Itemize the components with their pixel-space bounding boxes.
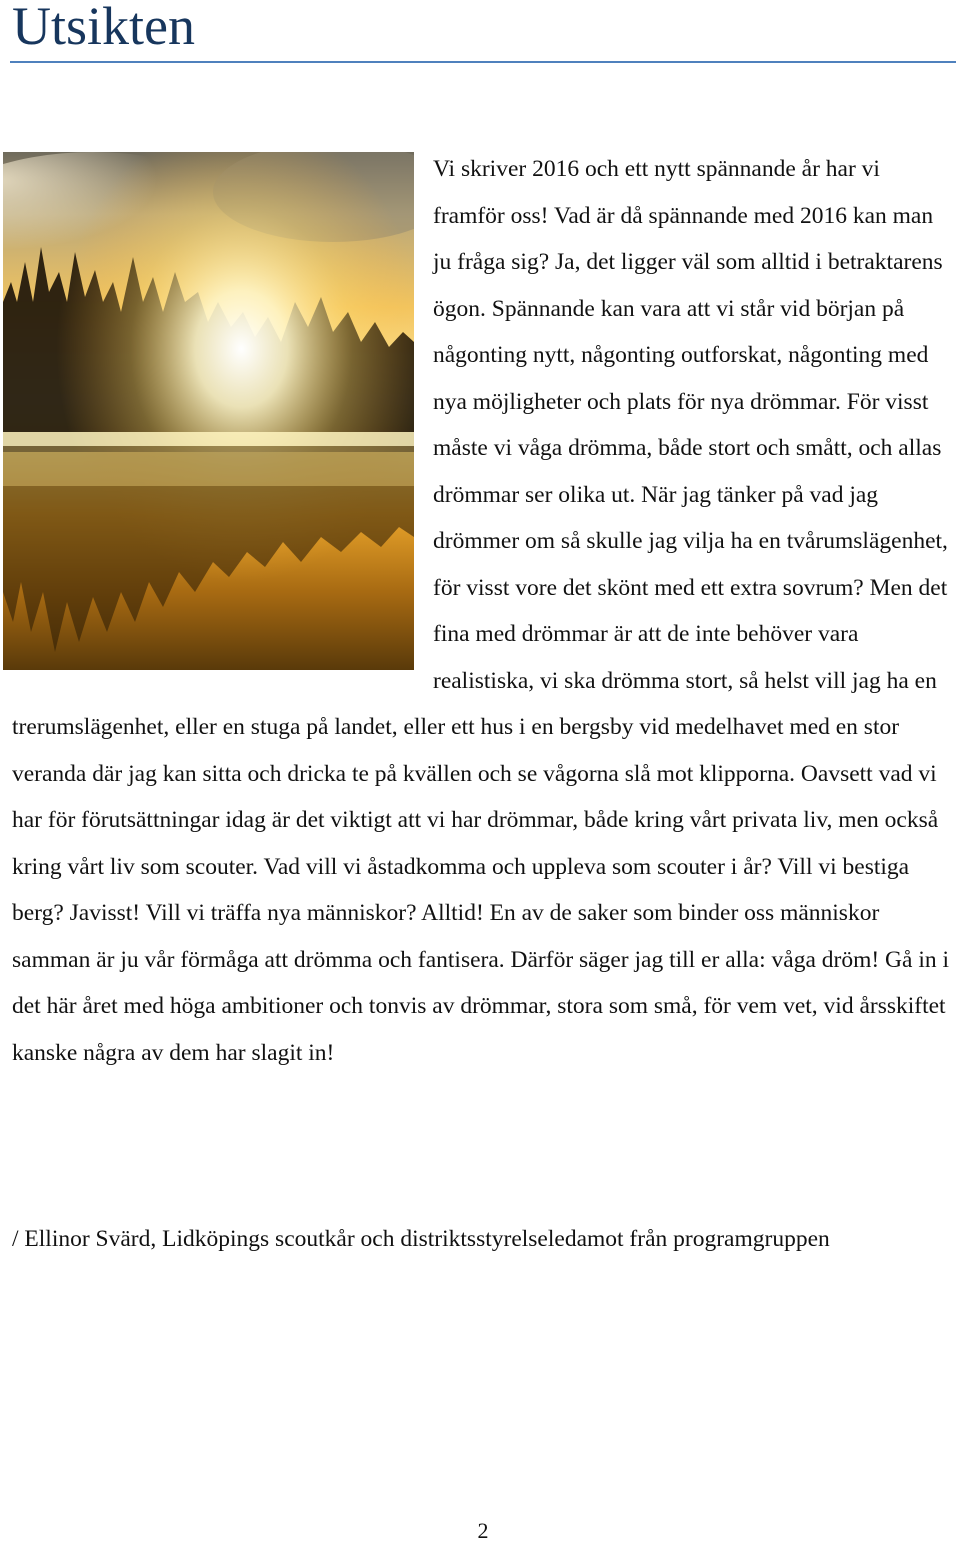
title-divider [10,61,956,63]
page-title: Utsikten [12,0,195,56]
page-number: 2 [477,1518,489,1543]
article-body [12,146,952,1076]
article-body-text: Vi skriver 2016 och ett nytt spännande år har vi framför oss! Vad är då spännande med 2016 kan man ju fråga sig? Ja, det ligger väl som alltid i betraktarens ögon. Spännande kan vara att vi står vid början på någonting nytt, någonting outforskat, någonting med nya möjligheter och plats för nya drömmar. För visst måste vi våga drömma, både stort och smått, och allas drömmar ser olika ut. När jag tänker på vad jag drömmer om så skulle jag vilja ha en tvårumslägenhet, för visst vore det skönt med ett extra sovrum? Men det fina med drömmar är att de inte behöver vara realistiska, vi ska drömma stort, så helst vill jag ha en trerumslägenhet, eller en stuga på landet, eller ett hus i en bergsby vid medelhavet med en stor veranda där jag kan sitta och dricka te på kvällen och se vågorna slå mot klipporna. Oavsett vad vi har för förutsättningar idag är det viktigt att vi har drömmar, både kring vårt privata liv, men också kring vårt liv som scouter. Vad vill vi åstadkomma och uppleva som scouter i år? Vill vi bestiga berg? Javisst! Vill vi träffa nya människor? Alltid! En av de saker som binder oss människor samman är ju vår förmåga att drömma och fantisera. Därför säger jag till er alla: våga dröm! Gå in i det här året med höga ambitioner och tonvis av drömmar, stora som små, för vem vet, vid årsskiftet kanske några av dem har slagit in! [12,156,950,1066]
author-signature: / Ellinor Svärd, Lidköpings scoutkår och distriktsstyrelseledamot från programgruppen [12,1226,830,1252]
photo-spacer [12,146,422,688]
